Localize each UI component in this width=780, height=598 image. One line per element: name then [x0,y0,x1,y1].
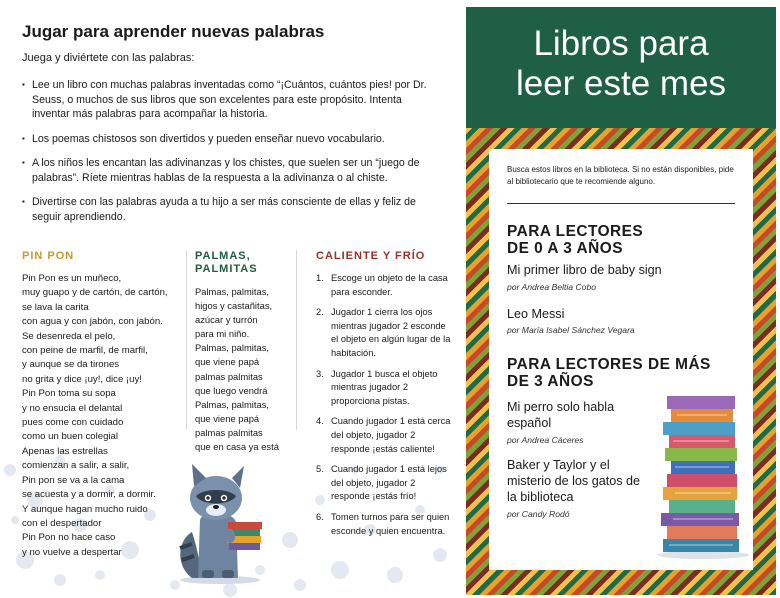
palmas-title [195,250,290,276]
book-list-card [489,149,753,570]
main-heading: Jugar para aprender nuevas palabras [22,22,325,41]
lyric-line: con el despertador [22,517,102,529]
step-number: 6. [316,511,324,522]
book-author: por María Isabel Sánchez Vegara [507,325,635,335]
divider [507,203,735,204]
book-author: por Candy Rodó [507,509,570,519]
pinpon-lyrics [22,272,187,560]
lyric-line: con peine de marfil, de marfil, [22,345,148,357]
tip-item: ▪ Divertirse con las palabras ayuda a tu hijo a ser más consciente de ellas y feliz de seguir aprendiendo. [22,195,432,224]
tip-item: ▪ Los poemas chistosos son divertidos y pueden enseñar nuevo vocabulario. [22,132,432,147]
palmas-title-line: PALMITAS [195,263,258,275]
lyric-line: Se desenreda el pelo, [22,330,116,342]
lyric-line: Y aunque hagan mucho ruido [22,503,148,515]
right-panel [466,7,776,595]
lyric-line: no grita y dice ¡uy!, dice ¡uy! [22,373,142,385]
pinpon-title: PIN PON [22,250,75,262]
lyric-line: y no vuelve a despertar [22,546,122,558]
lyric-line: Pin Pon es un muñeco, [22,273,122,284]
step-text: Jugador 1 cierra los ojos mientras jugador 2 esconde el objeto en algún lugar de la habitación. [331,307,451,358]
step-text: Tomen turnos para ser quien esconde y quien encuentra. [331,511,450,536]
card-intro: Busca estos libros en la biblioteca. Si no están disponibles, pide al bibliotecario que te recomiende alguno. [507,165,734,186]
book-title-line: Mi perro solo habla [507,400,615,414]
section-heading-0-3 [507,223,643,257]
section-heading-3-plus [507,356,711,390]
lyric-line: azúcar y turrón [195,314,258,326]
lyric-line: con agua y con jabón, con jabón. [22,316,163,328]
book-author: por Andrea Beltia Cobo [507,282,597,292]
section-heading-line: DE 3 AÑOS [507,373,594,390]
lyric-line: Palmas, palmitas, [195,286,269,297]
lyric-line: que viene papá [195,412,260,424]
lyric-line: que viene papá [195,356,260,368]
caliente-column [316,250,451,545]
column-divider [296,250,297,430]
lyric-line: comienzan a salir, a salir, [22,460,130,472]
lyric-line: Pin pon se va a la cama [22,474,125,486]
lyric-line: se lava la carita [22,301,89,313]
lyric-line: como un buen colegial [22,431,119,443]
palmas-column [195,250,290,454]
step-number: 3. [316,368,324,379]
step-item [316,272,451,299]
step-item [316,511,451,538]
step-number: 1. [316,273,324,283]
intro-text: Juega y diviértete con las palabras: [22,52,195,64]
book-title [507,457,640,505]
step-item [316,463,451,504]
pinpon-column [22,250,187,560]
step-text: Escoge un objeto de la casa para esconder. [331,273,448,297]
step-text: Cuando jugador 1 está lejos del objeto, jugador 2 responde ¡estás frío! [331,464,447,502]
step-text: Cuando jugador 1 está cerca del objeto, jugador 2 responde ¡estás caliente! [331,416,451,454]
lyric-line: pues come con cuidado [22,417,124,429]
books-banner [466,7,776,128]
banner-title-line: Libros para [533,24,709,63]
palmas-lyrics [195,285,290,454]
banner-title-line: leer este mes [515,64,727,103]
lyric-line: Apenas las estrellas [22,445,108,457]
section-heading-line: PARA LECTORES [507,223,644,240]
lyric-line: palmas palmitas [195,370,263,382]
step-item [316,368,451,409]
caliente-title: CALIENTE Y FRÍO [316,250,426,262]
lyric-line: y no ensucia el delantal [22,402,123,414]
tips-list [22,78,432,234]
book-title: Leo Messi [507,307,565,321]
caliente-steps [316,272,451,538]
book-title-line: Baker y Taylor y el [507,458,610,472]
book-title-line: español [507,416,552,430]
column-divider [186,250,187,430]
tip-item: ▪ Lee un libro con muchas palabras inventadas como “¡Cuántos, cuántos pies! por Dr. Seuss, o muchos de sus libros que son excelentes para este propósito. Intenta inventar más palabras para acompañar la historia. [22,78,432,122]
lyric-line: y aunque se da tirones [22,359,120,371]
section-heading-line: PARA LECTORES DE MÁS [507,356,711,373]
step-item [316,306,451,360]
step-number: 2. [316,307,324,318]
book-title [507,399,614,431]
book-author: por Andrea Cáceres [507,435,584,445]
lyric-line: que luego vendrá [195,384,268,396]
lyric-line: Pin Pon toma su sopa [22,388,116,400]
tip-item: ▪ A los niños les encantan las adivinanzas y los chistes, que suelen ser un “juego de palabras”. Ríete mientras hablas de la respuesta a la adivinanza o al chiste. [22,156,432,185]
book-title-line: misterio de los gatos de [507,474,641,488]
banner-title [466,7,776,104]
lyric-line: que en casa ya está [195,441,279,453]
step-number: 4. [316,416,324,427]
raccoon-illustration [170,460,280,585]
lyric-line: palmas palmitas [195,426,263,438]
lyric-line: higos y castañitas, [195,300,273,312]
step-text: Jugador 1 busca el objeto mientras jugador 2 proporciona pistas. [331,368,438,406]
lyric-line: Palmas, palmitas, [195,342,269,354]
step-number: 5. [316,464,324,475]
lyric-line: se acuesta y a dormir, a dormir. [22,489,156,501]
lyric-line: para mi niño. [195,328,250,340]
lyric-line: muy guapo y de cartón, de cartón, [22,287,168,299]
palmas-title-line: PALMAS, [195,250,251,262]
book-title: Mi primer libro de baby sign [507,263,662,277]
book-stack-illustration [653,389,753,559]
step-item [316,415,451,456]
section-heading-line: DE 0 A 3 AÑOS [507,240,623,257]
book-title-line: la biblioteca [507,490,574,504]
lyric-line: Pin Pon no hace caso [22,532,116,544]
lyric-line: Palmas, palmitas, [195,398,269,410]
